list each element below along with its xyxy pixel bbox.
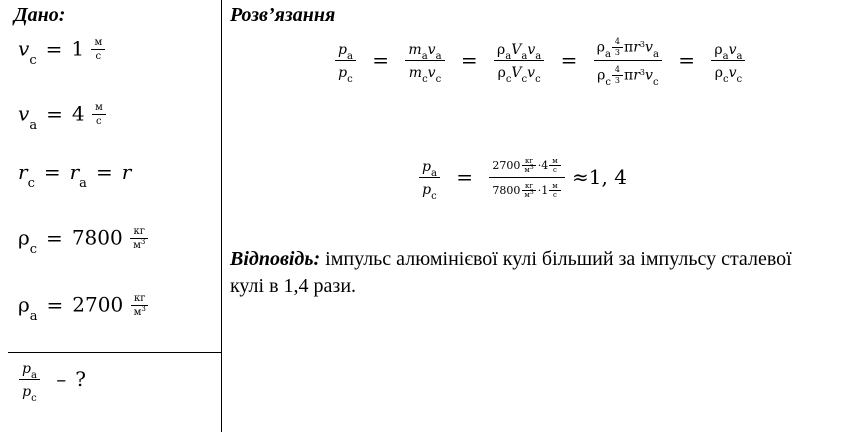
unit-fraction: $\frac{м}{с}$ (92, 103, 106, 127)
answer-text: імпульс алюмінієвої кулі більший за імпульсу сталевої кулі в 1,4 рази. (230, 248, 792, 297)
unit-fraction: $\frac{м}{с}$ (91, 38, 105, 62)
unit-fraction: $\frac{кг}{м^3}$ (131, 294, 149, 318)
given-rho-steel: $\rho_c = 7800$ $\frac{кг}{м^3}$ (18, 227, 149, 251)
given-va: $v_a = 4$ $\frac{м}{с}$ (18, 103, 107, 127)
given-radius: $r_c = r_a = r$ (18, 160, 132, 191)
unit-fraction: $\frac{кг}{м^3}$ (130, 227, 148, 251)
given-find-divider (8, 352, 221, 353)
solution-heading: Розв’язання (230, 4, 336, 26)
numeric-calculation: $\frac{p_a}{p_c}$ = 2700 $\frac{кг}{м3}$ ·4 $\frac{м}{с}$ 7800 $\frac{кг}{м3}$ ·1 $\frac{м}{с}$ ≈1, 4 (418, 158, 627, 199)
answer-label: Відповідь: (230, 248, 321, 270)
given-vc: $v_c = 1$ $\frac{м}{с}$ (18, 38, 106, 62)
find-ratio: $\frac{p_a}{p_c}$ – ? (18, 362, 86, 399)
given-rho-aluminium: $\rho_a = 2700$ $\frac{кг}{м^3}$ (18, 294, 150, 318)
column-divider (221, 0, 222, 432)
given-heading: Дано: (14, 4, 66, 26)
ratio-derivation: $\frac{p_a}{p_c}$ = $\frac{m_av_a}{m_cv_c}$ = $\frac{\rho_aV_av_a}{\rho_cV_cv_c}$ = $\rho_a$ $\frac{4}{3}$ $\pi r^3v_a$ $\rho_c$ $\frac{4}{3}$ $\pi r^3v_c$ = $\frac{\rho_av_a}{\rho_cv_c}$ (334, 38, 746, 85)
answer-paragraph (230, 246, 830, 300)
